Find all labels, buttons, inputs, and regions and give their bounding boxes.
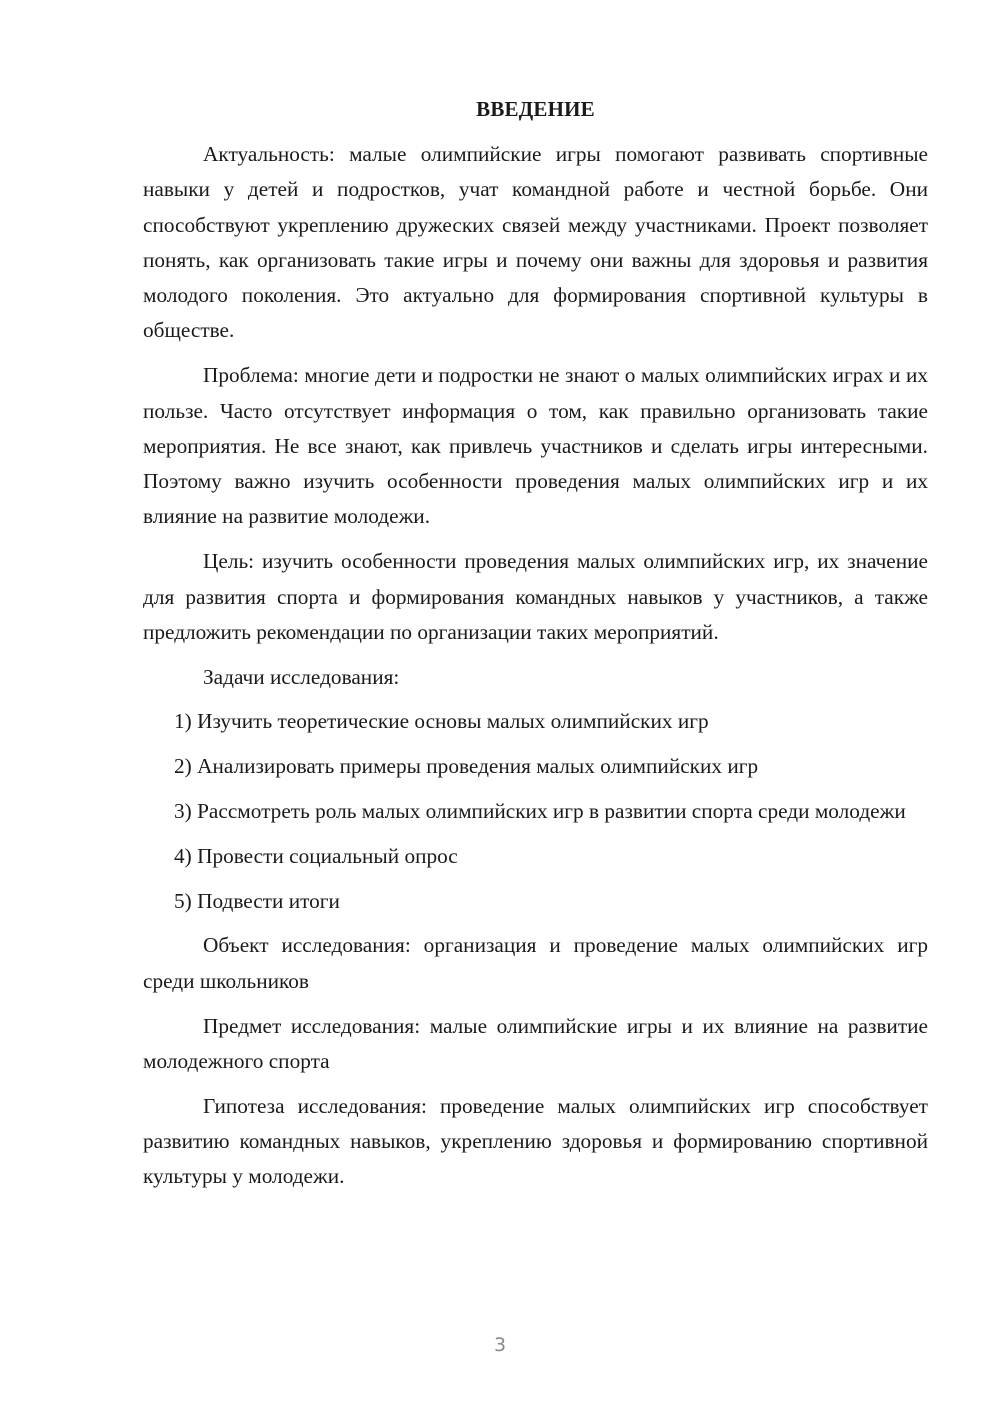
task-item-1: 1) Изучить теоретические основы малых олимпийских игр	[174, 709, 709, 734]
paragraph-subject: Предмет исследования: малые олимпийские игры и их влияние на развитие молодежного спорта	[143, 1013, 928, 1073]
task-item-3: 3) Рассмотреть роль малых олимпийских игр в развитии спорта среди молодежи	[174, 799, 906, 824]
page-number: 3	[493, 1334, 507, 1356]
paragraph-hypothesis: Гипотеза исследования: проведение малых олимпийских игр способствует развитию командных навыков, укреплению здоровья и формированию спортивной культуры у молодежи.	[143, 1093, 928, 1189]
section-title: ВВЕДЕНИЕ	[476, 97, 595, 121]
task-item-2: 2) Анализировать примеры проведения малых олимпийских игр	[174, 754, 759, 779]
document-page	[143, 92, 928, 1204]
task-item-4: 4) Провести социальный опрос	[174, 843, 458, 868]
paragraph-goal: Цель: изучить особенности проведения малых олимпийских игр, их значение для развития спорта и формирования командных навыков у участников, а также предложить рекомендации по организации таких мероприятий.	[143, 549, 928, 644]
paragraph-object: Объект исследования: организация и проведение малых олимпийских игр среди школьников	[143, 933, 928, 993]
task-item-5: 5) Подвести итоги	[174, 888, 340, 913]
paragraph-relevance: Актуальность: малые олимпийские игры помогают развивать спортивные навыки у детей и подростков, учат командной работе и честной борьбе. Они способствуют укреплению дружеских связей между участниками. Проект позволяет понять, как организовать такие игры и почему они важны для здоровья и развития молодого поколения. Это актуально для формирования спортивной культуры в обществе.	[143, 142, 928, 343]
paragraph-problem: Проблема: многие дети и подростки не знают о малых олимпийских играх и их пользе. Часто отсутствует информация о том, как правильно организовать такие мероприятия. Не все знают, как привлечь участников и сделать игры интересными. Поэтому важно изучить особенности проведения малых олимпийских игр и их влияние на развитие молодежи.	[143, 363, 928, 529]
tasks-heading: Задачи исследования:	[203, 664, 400, 689]
